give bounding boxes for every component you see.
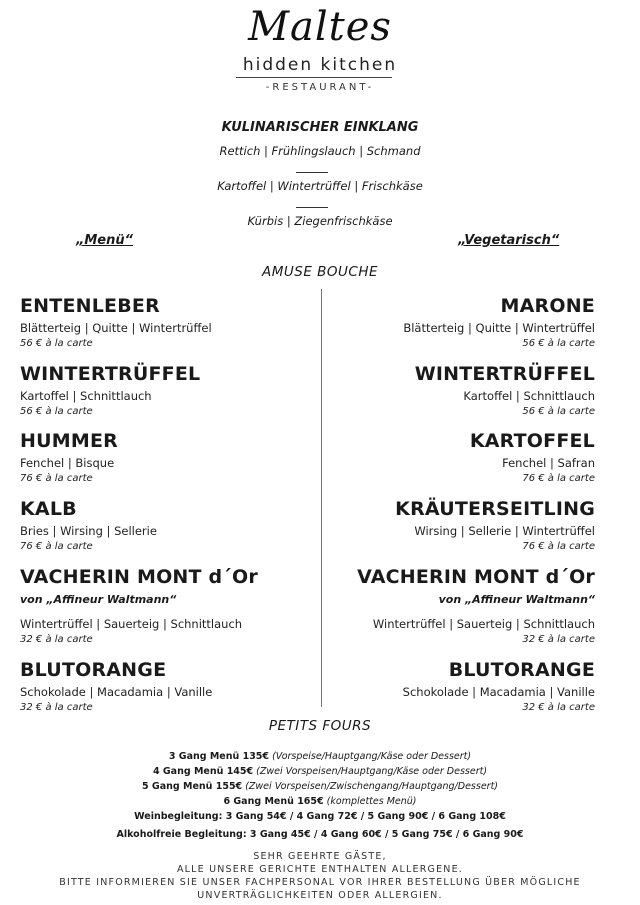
vegetarian-dish xyxy=(295,294,595,351)
dish-price: 76 € à la carte xyxy=(20,541,93,552)
dish-price: 56 € à la carte xyxy=(522,338,595,349)
dish-description: Kartoffel | Schnittlauch xyxy=(463,389,595,403)
price-line: 6 Gang Menü 165€ (komplettes Menü) xyxy=(223,796,417,807)
menu-dish xyxy=(20,362,320,419)
logo-restaurant-label: -RESTAURANT- xyxy=(265,82,375,93)
amuse-bouche-heading: AMUSE BOUCHE xyxy=(261,264,379,280)
price-line: 5 Gang Menü 155€ (Zwei Vorspeisen/Zwischengang/Hauptgang/Dessert) xyxy=(142,781,498,792)
wine-pairing-line: Weinbegleitung: 3 Gang 54€ / 4 Gang 72€ / 5 Gang 90€ / 6 Gang 108€ xyxy=(134,811,506,822)
dish-description: Fenchel | Safran xyxy=(502,456,595,470)
dish-title: KALB xyxy=(20,498,77,520)
restaurant-logo: Maltes xyxy=(248,4,392,50)
vegetarian-dish xyxy=(295,497,595,554)
vegetarian-column-heading: „Vegetarisch“ xyxy=(458,233,560,248)
intro-separator xyxy=(296,207,328,208)
logo-subtitle: hidden kitchen xyxy=(242,55,398,75)
vegetarian-dish xyxy=(295,658,595,715)
vegetarian-dish xyxy=(295,565,595,647)
notice-line: SEHR GEEHRTE GÄSTE, xyxy=(253,851,387,862)
notice-line: BITTE INFORMIEREN SIE UNSER FACHPERSONAL VOR IHRER BESTELLUNG ÜBER MÖGLICHE xyxy=(59,877,581,888)
dish-subtitle: von „Affineur Waltmann“ xyxy=(20,593,177,606)
dish-description: Fenchel | Bisque xyxy=(20,456,115,470)
dish-title: HUMMER xyxy=(20,430,118,452)
vegetarian-dish xyxy=(295,429,595,486)
intro-title: KULINARISCHER EINKLANG xyxy=(221,120,419,135)
intro-line-1: Rettich | Frühlingslauch | Schmand xyxy=(219,144,421,158)
intro-separator xyxy=(296,172,328,173)
dish-title: MARONE xyxy=(500,295,595,317)
intro-line-3: Kürbis | Ziegenfrischkäse xyxy=(247,214,393,228)
dish-price: 56 € à la carte xyxy=(20,406,93,417)
dish-title: VACHERIN MONT d´Or xyxy=(20,566,258,588)
dish-title: BLUTORANGE xyxy=(448,659,595,681)
dish-description: Wintertrüffel | Sauerteig | Schnittlauch xyxy=(20,617,243,631)
dish-title: WINTERTRÜFFEL xyxy=(414,363,595,385)
notice-line: ALLE UNSERE GERICHTE ENTHALTEN ALLERGENE. xyxy=(176,864,464,875)
dish-description: Wintertrüffel | Sauerteig | Schnittlauch xyxy=(372,617,595,631)
dish-description: Blätterteig | Quitte | Wintertrüffel xyxy=(403,321,595,335)
dish-title: BLUTORANGE xyxy=(20,659,167,681)
notice-line: UNVERTRÄGLICHKEITEN ODER ALLERGIEN. xyxy=(197,890,443,901)
price-list xyxy=(0,749,640,824)
logo-divider xyxy=(236,77,392,78)
dish-title: KRÄUTERSEITLING xyxy=(395,498,595,520)
menu-dish xyxy=(20,658,320,715)
menu-dish xyxy=(20,497,320,554)
dish-price: 76 € à la carte xyxy=(20,473,93,484)
dish-price: 76 € à la carte xyxy=(522,473,595,484)
price-line: 3 Gang Menü 135€ (Vorspeise/Hauptgang/Käse oder Dessert) xyxy=(168,751,472,762)
menu-dish xyxy=(20,565,320,647)
dish-title: KARTOFFEL xyxy=(469,430,595,452)
dish-price: 76 € à la carte xyxy=(522,541,595,552)
menu-column-heading: „Menü“ xyxy=(76,233,134,248)
dish-description: Blätterteig | Quitte | Wintertrüffel xyxy=(20,321,212,335)
dish-description: Wirsing | Sellerie | Wintertrüffel xyxy=(414,524,595,538)
vegetarian-dish xyxy=(295,362,595,419)
dish-price: 32 € à la carte xyxy=(20,634,93,645)
dish-price: 32 € à la carte xyxy=(20,702,93,713)
price-line: 4 Gang Menü 145€ (Zwei Vorspeisen/Hauptgang/Käse oder Dessert) xyxy=(152,766,488,777)
dish-title: ENTENLEBER xyxy=(20,295,160,317)
dish-price: 32 € à la carte xyxy=(522,702,595,713)
dish-description: Kartoffel | Schnittlauch xyxy=(20,389,152,403)
non-alcoholic-pairing: Alkoholfreie Begleitung: 3 Gang 45€ / 4 Gang 60€ / 5 Gang 75€ / 6 Gang 90€ xyxy=(116,829,524,840)
intro-line-2: Kartoffel | Wintertrüffel | Frischkäse xyxy=(217,179,423,193)
dish-subtitle: von „Affineur Waltmann“ xyxy=(438,593,595,606)
dish-price: 32 € à la carte xyxy=(522,634,595,645)
dish-title: VACHERIN MONT d´Or xyxy=(357,566,595,588)
allergen-notice xyxy=(0,850,640,902)
menu-dish xyxy=(20,429,320,486)
dish-description: Schokolade | Macadamia | Vanille xyxy=(20,685,213,699)
dish-description: Schokolade | Macadamia | Vanille xyxy=(402,685,595,699)
dish-title: WINTERTRÜFFEL xyxy=(20,363,201,385)
menu-dish xyxy=(20,294,320,351)
dish-description: Bries | Wirsing | Sellerie xyxy=(20,524,157,538)
dish-price: 56 € à la carte xyxy=(522,406,595,417)
petits-fours-heading: PETITS FOURS xyxy=(268,718,372,734)
dish-price: 56 € à la carte xyxy=(20,338,93,349)
